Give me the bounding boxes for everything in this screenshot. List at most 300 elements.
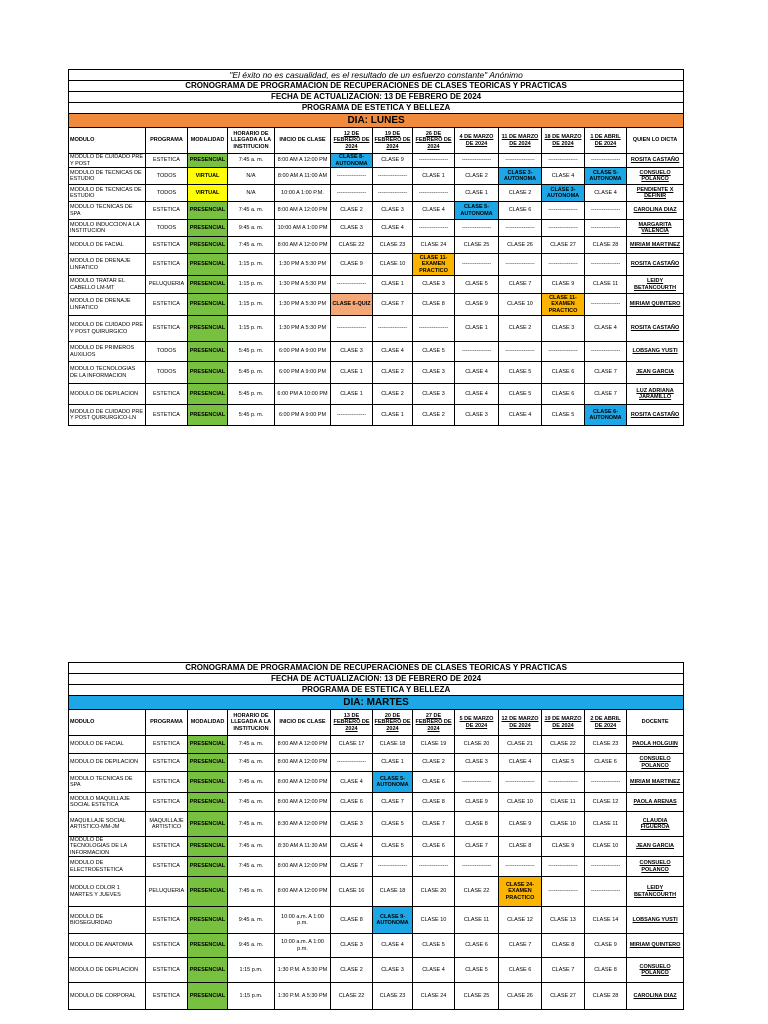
table-cell: 7:45 a. m. xyxy=(228,202,275,220)
teacher-name: CONSUELO POLANCO xyxy=(627,168,684,185)
table-cell: ESTETICA xyxy=(146,154,188,168)
column-header: 12 DE FEBRERO DE 2024 xyxy=(331,128,373,154)
table-cell: CLASE 4 xyxy=(331,772,373,793)
column-header: INICIO DE CLASE xyxy=(275,710,331,736)
table-cell: CLASE 22 xyxy=(542,736,585,754)
table-cell: ---------------- xyxy=(373,316,413,342)
day-header: DIA: LUNES xyxy=(69,114,684,128)
table-cell: CLASE 8 xyxy=(455,812,499,837)
table-cell: CLASE 1 xyxy=(373,754,413,772)
column-header: 20 DE FEBRERO DE 2024 xyxy=(373,710,413,736)
table-row xyxy=(69,907,684,934)
table-cell: ---------------- xyxy=(499,342,542,362)
teacher-name: LEIDY BETANCOURTH xyxy=(627,276,684,294)
table-cell: PRESENCIAL xyxy=(188,754,228,772)
table-cell: PRESENCIAL xyxy=(188,276,228,294)
teacher-name: CONSUELO POLANCO xyxy=(627,754,684,772)
table-cell: CLASE 3- AUTONOMA xyxy=(499,168,542,185)
column-header: HORARIO DE LLEGADA A LA INSTITUCION xyxy=(228,710,275,736)
table-cell: 7:45 a. m. xyxy=(228,793,275,812)
table-cell: ---------------- xyxy=(455,220,499,237)
table-cell: CLASE 5 xyxy=(413,342,455,362)
table-cell: ---------------- xyxy=(585,772,627,793)
table-cell: ---------------- xyxy=(455,154,499,168)
table-cell: PRESENCIAL xyxy=(188,154,228,168)
table-cell: CLASE 3 xyxy=(373,958,413,983)
table-cell: TODOS xyxy=(146,168,188,185)
module-name: MODULO TRATAR EL CABELLO LM-MT xyxy=(69,276,146,294)
table-cell: CLASE 8 xyxy=(542,934,585,958)
table-cell: PRESENCIAL xyxy=(188,202,228,220)
table-cell: CLASE 18 xyxy=(373,736,413,754)
column-header: 13 DE FEBRERO DE 2024 xyxy=(331,710,373,736)
table-cell: 1:30 PM A 5:30 PM xyxy=(275,316,331,342)
teacher-name: PAOLA ARENAS xyxy=(627,793,684,812)
table-cell: CLASE 10 xyxy=(499,793,542,812)
column-header: PROGRAMA xyxy=(146,710,188,736)
table-cell: 1:15 p. m. xyxy=(228,294,275,316)
teacher-name: MIRIAM QUINTERO xyxy=(627,294,684,316)
table-cell: VIRTUAL xyxy=(188,185,228,202)
update-date: FECHA DE ACTUALIZACION: 13 DE FEBRERO DE 2024 xyxy=(69,674,684,685)
table-cell: 10:00 a.m. A 1:00 p.m. xyxy=(275,934,331,958)
table-cell: ---------------- xyxy=(542,857,585,877)
table-cell: ESTETICA xyxy=(146,983,188,1010)
table-cell: CLASE 3 xyxy=(455,754,499,772)
schedule-table-lunes xyxy=(68,69,684,426)
table-cell: ESTETICA xyxy=(146,837,188,857)
table-cell: CLASE 10 xyxy=(499,294,542,316)
table-cell: ---------------- xyxy=(413,316,455,342)
table-cell: 5:45 p. m. xyxy=(228,405,275,426)
table-cell: PRESENCIAL xyxy=(188,405,228,426)
table-cell: CLASE 9- AUTONOMA xyxy=(373,907,413,934)
table-cell: ---------------- xyxy=(331,754,373,772)
day-header: DIA: MARTES xyxy=(69,696,684,710)
table-row xyxy=(69,405,684,426)
table-cell: N/A xyxy=(228,185,275,202)
teacher-name: LOBSANG YUSTI xyxy=(627,342,684,362)
table-cell: CLASE 16 xyxy=(331,877,373,907)
table-cell: ESTETICA xyxy=(146,237,188,254)
column-header: MODULO xyxy=(69,710,146,736)
table-cell: 7:45 a. m. xyxy=(228,736,275,754)
table-cell: PRESENCIAL xyxy=(188,877,228,907)
table-cell: CLASE 3 xyxy=(331,934,373,958)
table-cell: CLASE 23 xyxy=(585,736,627,754)
table-row xyxy=(69,168,684,185)
table-cell: ESTETICA xyxy=(146,405,188,426)
column-header: MODALIDAD xyxy=(188,128,228,154)
module-name: MODULO TECNICAS DE SPA xyxy=(69,772,146,793)
table-cell: CLASE 2 xyxy=(373,362,413,384)
table-cell: 5:45 p. m. xyxy=(228,362,275,384)
table-cell: CLASE 23 xyxy=(373,983,413,1010)
table-cell: ---------------- xyxy=(542,342,585,362)
module-name: MODULO DE CUIDADO PRE Y POST QUIRURGICO xyxy=(69,316,146,342)
table-cell: ---------------- xyxy=(542,154,585,168)
table-row xyxy=(69,772,684,793)
table-cell: 5:45 p. m. xyxy=(228,342,275,362)
table-row xyxy=(69,384,684,405)
column-headers xyxy=(69,710,684,736)
module-name: MODULO DE DRENAJE LINFATICO xyxy=(69,294,146,316)
table-cell: CLASE 11 xyxy=(585,812,627,837)
teacher-name: CONSUELO POLANCO xyxy=(627,958,684,983)
column-header: 2 DE ABRIL DE 2024 xyxy=(585,710,627,736)
table-cell: 9:45 a. m. xyxy=(228,907,275,934)
column-header: 1 DE ABRIL DE 2024 xyxy=(585,128,627,154)
table-cell: CLASE 1 xyxy=(373,405,413,426)
table-cell: CLASE 4 xyxy=(373,220,413,237)
table-cell: CLASE 27 xyxy=(542,237,585,254)
table-cell: ---------------- xyxy=(499,154,542,168)
table-cell: ---------------- xyxy=(585,254,627,276)
teacher-name: CLAUDIA FIGUEROA xyxy=(627,812,684,837)
module-name: MAQUILLAJE SOCIAL ARTISTICO-MM-JM xyxy=(69,812,146,837)
table-cell: PRESENCIAL xyxy=(188,294,228,316)
table-row xyxy=(69,154,684,168)
table-cell: CLASE 22 xyxy=(331,237,373,254)
motivational-quote: "El éxito no es casualidad, es el resultado de un esfuerzo constante" Anónimo xyxy=(69,70,684,81)
table-cell: TODOS xyxy=(146,362,188,384)
table-cell: ESTETICA xyxy=(146,754,188,772)
table-cell: TODOS xyxy=(146,220,188,237)
module-name: MODULO DE FACIAL xyxy=(69,237,146,254)
table-cell: CLASE 9 xyxy=(455,294,499,316)
column-header: INICIO DE CLASE xyxy=(275,128,331,154)
table-cell: CLASE 5 xyxy=(499,362,542,384)
module-name: MODULO COLOR 1 MARTES Y JUEVES xyxy=(69,877,146,907)
table-cell: N/A xyxy=(228,168,275,185)
table-cell: CLASE 5 xyxy=(413,934,455,958)
table-cell: CLASE 1 xyxy=(331,384,373,405)
column-header: 27 DE FEBRERO DE 2024 xyxy=(413,710,455,736)
table-cell: CLASE 6 xyxy=(542,384,585,405)
table-cell: PRESENCIAL xyxy=(188,237,228,254)
table-row xyxy=(69,220,684,237)
table-cell: 6:00 PM A 9:00 PM xyxy=(275,342,331,362)
teacher-name: MARGARITA VALENCIA xyxy=(627,220,684,237)
table-cell: CLASE 2 xyxy=(499,185,542,202)
table-cell: CLASE 6-QUIZ xyxy=(331,294,373,316)
table-cell: CLASE 7 xyxy=(373,793,413,812)
table-cell: ---------------- xyxy=(542,772,585,793)
table-cell: 6:00 PM A 9:00 PM xyxy=(275,405,331,426)
table-cell: CLASE 8 xyxy=(331,907,373,934)
table-cell: CLASE 9 xyxy=(499,812,542,837)
table-cell: ---------------- xyxy=(585,857,627,877)
table-cell: 9:45 a. m. xyxy=(228,934,275,958)
table-cell: CLASE 3 xyxy=(373,202,413,220)
teacher-name: MIRIAM MARTINEZ xyxy=(627,772,684,793)
table-cell: 1:15 p. m. xyxy=(228,254,275,276)
table-cell: CLASE 11- EXAMEN PRACTICO xyxy=(413,254,455,276)
table-row xyxy=(69,983,684,1010)
table-cell: 1:30 PM A 5:30 PM xyxy=(275,254,331,276)
table-row xyxy=(69,202,684,220)
table-row xyxy=(69,934,684,958)
column-header: MODALIDAD xyxy=(188,710,228,736)
teacher-name: JEAN GARCIA xyxy=(627,837,684,857)
table-cell: CLASE 6 xyxy=(542,362,585,384)
column-header: 11 DE MARZO DE 2024 xyxy=(499,128,542,154)
table-cell: ---------------- xyxy=(373,857,413,877)
table-cell: CLASE 8- AUTONOMA xyxy=(331,154,373,168)
table-cell: CLASE 26 xyxy=(499,237,542,254)
table-cell: ---------------- xyxy=(499,772,542,793)
table-cell: CLASE 7 xyxy=(413,812,455,837)
table-cell: 7:45 a. m. xyxy=(228,812,275,837)
table-cell: ESTETICA xyxy=(146,294,188,316)
table-row xyxy=(69,857,684,877)
table-cell: CLASE 4 xyxy=(331,837,373,857)
module-name: MODULO DE ELECTROESTETICA xyxy=(69,857,146,877)
table-row xyxy=(69,237,684,254)
table-cell: 8:00 AM A 12:00 PM xyxy=(275,772,331,793)
table-cell: CLASE 2 xyxy=(331,958,373,983)
table-cell: ESTETICA xyxy=(146,907,188,934)
table-cell: PRESENCIAL xyxy=(188,983,228,1010)
column-headers xyxy=(69,128,684,154)
table-cell: CLASE 25 xyxy=(455,237,499,254)
table-cell: 7:45 a. m. xyxy=(228,754,275,772)
table-cell: 8:30 AM A 12:00 PM xyxy=(275,812,331,837)
column-header: MODULO xyxy=(69,128,146,154)
table-cell: ---------------- xyxy=(331,316,373,342)
table-cell: CLASE 26 xyxy=(499,983,542,1010)
header-row xyxy=(69,710,684,736)
table-cell: CLASE 3 xyxy=(331,342,373,362)
table-cell: 8:00 AM A 12:00 PM xyxy=(275,736,331,754)
table-cell: CLASE 19 xyxy=(413,736,455,754)
table-cell: 6:00 PM A 10:00 PM xyxy=(275,384,331,405)
table-cell: CLASE 8 xyxy=(499,837,542,857)
column-header: QUIEN LO DICTA xyxy=(627,128,684,154)
table-row xyxy=(69,754,684,772)
column-header: PROGRAMA xyxy=(146,128,188,154)
table-cell: ESTETICA xyxy=(146,958,188,983)
table-cell: ---------------- xyxy=(585,220,627,237)
table-row xyxy=(69,276,684,294)
table-cell: ---------------- xyxy=(331,276,373,294)
table-cell: 8:00 AM A 12:00 PM xyxy=(275,754,331,772)
table-cell: CLASE 22 xyxy=(331,983,373,1010)
table-cell: 7:45 a. m. xyxy=(228,857,275,877)
table-cell: CLASE 4 xyxy=(585,185,627,202)
table-cell: CLASE 11 xyxy=(542,793,585,812)
teacher-name: MIRIAM MARTINEZ xyxy=(627,237,684,254)
table-cell: CLASE 6 xyxy=(331,793,373,812)
table-row xyxy=(69,185,684,202)
table-cell: ---------------- xyxy=(585,342,627,362)
table-cell: CLASE 28 xyxy=(585,237,627,254)
teacher-name: JEAN GARCIA xyxy=(627,362,684,384)
teacher-name: MIRIAM QUINTERO xyxy=(627,934,684,958)
teacher-name: CONSUELO POLANCO xyxy=(627,857,684,877)
table-cell: 7:45 a. m. xyxy=(228,837,275,857)
table-cell: PRESENCIAL xyxy=(188,384,228,405)
table-cell: CLASE 1 xyxy=(413,168,455,185)
table-cell: CLASE 4 xyxy=(455,362,499,384)
table-cell: ESTETICA xyxy=(146,857,188,877)
table-cell: PRESENCIAL xyxy=(188,772,228,793)
table-cell: CLASE 8 xyxy=(585,958,627,983)
table-cell: 1:30 PM A 5:30 PM xyxy=(275,294,331,316)
teacher-name: PENDIENTE X DEFINIR xyxy=(627,185,684,202)
table-row xyxy=(69,812,684,837)
module-name: MODULO MAQUILLAJE SOCIAL ESTETICA xyxy=(69,793,146,812)
table-cell: CLASE 7 xyxy=(499,934,542,958)
column-header: 19 DE MARZO DE 2024 xyxy=(542,710,585,736)
table-cell: CLASE 5- AUTONOMA xyxy=(585,168,627,185)
table-cell: CLASE 2 xyxy=(499,316,542,342)
table-cell: CLASE 14 xyxy=(585,907,627,934)
module-name: MODULO DE TECNICAS DE ESTUDIO xyxy=(69,168,146,185)
table-cell: CLASE 6 xyxy=(413,837,455,857)
table-cell: CLASE 3 xyxy=(331,812,373,837)
table-cell: ---------------- xyxy=(585,202,627,220)
table-cell: CLASE 8 xyxy=(413,793,455,812)
table-cell: CLASE 6 xyxy=(455,934,499,958)
table-cell: CLASE 2 xyxy=(413,405,455,426)
table-cell: CLASE 20 xyxy=(413,877,455,907)
table-cell: PRESENCIAL xyxy=(188,857,228,877)
table-row xyxy=(69,362,684,384)
table-cell: CLASE 3 xyxy=(413,362,455,384)
table-cell: VIRTUAL xyxy=(188,168,228,185)
table-cell: ---------------- xyxy=(499,254,542,276)
table-cell: 1:30 PM A 5:30 PM xyxy=(275,276,331,294)
table-cell: CLASE 3 xyxy=(413,276,455,294)
column-header: 5 DE MARZO DE 2024 xyxy=(455,710,499,736)
table-cell: 8:00 AM A 11:00 AM xyxy=(275,168,331,185)
table-cell: CLASE 5- AUTONOMA xyxy=(455,202,499,220)
table-cell: CLASE 1 xyxy=(455,316,499,342)
table-cell: 8:30 AM A 11:30 AM xyxy=(275,837,331,857)
table-cell: CLASE 1 xyxy=(455,185,499,202)
table-cell: CLASE 6 xyxy=(499,202,542,220)
teacher-name: LOBSANG YUSTI xyxy=(627,907,684,934)
table-cell: TODOS xyxy=(146,342,188,362)
table-cell: 7:45 a. m. xyxy=(228,772,275,793)
table-cell: ---------------- xyxy=(585,294,627,316)
table-cell: CLASE 8 xyxy=(413,294,455,316)
table-cell: CLASE 10 xyxy=(373,254,413,276)
table-cell: ---------------- xyxy=(455,857,499,877)
table-cell: CLASE 7 xyxy=(331,857,373,877)
table-cell: CLASE 9 xyxy=(585,934,627,958)
table-cell: ESTETICA xyxy=(146,793,188,812)
module-name: MODULO DE TECNOLOGIAS DE LA INFORMACION xyxy=(69,837,146,857)
table-row xyxy=(69,254,684,276)
schedule-title: CRONOGRAMA DE PROGRAMACION DE RECUPERACIONES DE CLASES TEORICAS Y PRACTICAS xyxy=(69,663,684,674)
table-row xyxy=(69,342,684,362)
table-cell: CLASE 12 xyxy=(499,907,542,934)
table-cell: CLASE 28 xyxy=(585,983,627,1010)
table-cell: CLASE 5- AUTONOMA xyxy=(373,772,413,793)
table-row xyxy=(69,958,684,983)
table-cell: ---------------- xyxy=(542,254,585,276)
table-cell: 1:15 p.m. xyxy=(228,983,275,1010)
teacher-name: CAROLINA DIAZ xyxy=(627,983,684,1010)
table-cell: ---------------- xyxy=(455,342,499,362)
table-cell: CLASE 6 xyxy=(499,958,542,983)
table-cell: CLASE 11 xyxy=(585,276,627,294)
table-cell: CLASE 5 xyxy=(373,812,413,837)
table-cell: CLASE 5 xyxy=(542,405,585,426)
column-header: 4 DE MARZO DE 2024 xyxy=(455,128,499,154)
module-name: MODULO TECNICAS DE SPA xyxy=(69,202,146,220)
table-cell: CLASE 4 xyxy=(499,754,542,772)
table-cell: PRESENCIAL xyxy=(188,793,228,812)
table-row xyxy=(69,877,684,907)
table-cell: ---------------- xyxy=(331,185,373,202)
table-cell: PRESENCIAL xyxy=(188,958,228,983)
table-cell: 1:15 p.m. xyxy=(228,958,275,983)
table-cell: ---------------- xyxy=(331,405,373,426)
table-row xyxy=(69,837,684,857)
table-cell: CLASE 7 xyxy=(542,958,585,983)
table-cell: MAQUILLAJE ARTISTICO xyxy=(146,812,188,837)
table-cell: ---------------- xyxy=(585,154,627,168)
table-cell: 8:00 AM A 12:00 PM xyxy=(275,877,331,907)
table-cell: CLASE 2 xyxy=(331,202,373,220)
module-name: MODULO DE CORPORAL xyxy=(69,983,146,1010)
table-cell: 10:00 AM A 1:00 PM xyxy=(275,220,331,237)
column-header: 12 DE MARZO DE 2024 xyxy=(499,710,542,736)
table-cell: 8:00 AM A 12:00 PM xyxy=(275,202,331,220)
table-cell: ESTETICA xyxy=(146,772,188,793)
table-cell: CLASE 25 xyxy=(455,983,499,1010)
table-cell: 1:15 p. m. xyxy=(228,316,275,342)
table-cell: PRESENCIAL xyxy=(188,220,228,237)
update-date: FECHA DE ACTUALIZACION: 13 DE FEBRERO DE 2024 xyxy=(69,92,684,103)
table-cell: CLASE 10 xyxy=(542,812,585,837)
module-name: MODULO DE CUIDADO PRE Y POST xyxy=(69,154,146,168)
table-cell: CLASE 12 xyxy=(585,793,627,812)
table-cell: ---------------- xyxy=(413,185,455,202)
table-cell: CLASE 10 xyxy=(585,837,627,857)
module-name: MODULO DE TECNICAS DE ESTUDIO xyxy=(69,185,146,202)
table-cell: ---------------- xyxy=(373,168,413,185)
table-cell: 8:00 AM A 12:00 PM xyxy=(275,154,331,168)
table-cell: 8:00 AM A 12:00 PM xyxy=(275,857,331,877)
table-cell: CLASE 3 xyxy=(455,405,499,426)
module-name: MODULO DE DEPILACION xyxy=(69,754,146,772)
module-name: MODULO DE CUIDADO PRE Y POST QUIRURGICO-LN xyxy=(69,405,146,426)
teacher-name: CAROLINA DIAZ xyxy=(627,202,684,220)
table-cell: CLASE 11- EXAMEN PRACTICO xyxy=(542,294,585,316)
table-cell: 7:45 a. m. xyxy=(228,877,275,907)
table-cell: CLASE 5 xyxy=(455,276,499,294)
table-cell: ---------------- xyxy=(413,857,455,877)
table-cell: CLASE 3 xyxy=(413,384,455,405)
module-name: MODULO DE ANATOMIA xyxy=(69,934,146,958)
table-row xyxy=(69,294,684,316)
table-cell: CLASE 7 xyxy=(455,837,499,857)
table-cell: CLASE 5 xyxy=(455,958,499,983)
table-cell: PRESENCIAL xyxy=(188,907,228,934)
table-cell: CLASE 9 xyxy=(542,276,585,294)
table-cell: ---------------- xyxy=(542,877,585,907)
table-cell: PRESENCIAL xyxy=(188,934,228,958)
table-cell: CLASE 18 xyxy=(373,877,413,907)
table-cell: PRESENCIAL xyxy=(188,812,228,837)
module-name: MODULO TECNOLOGIAS DE LA INFORMACION xyxy=(69,362,146,384)
table-row xyxy=(69,793,684,812)
table-cell: ESTETICA xyxy=(146,384,188,405)
